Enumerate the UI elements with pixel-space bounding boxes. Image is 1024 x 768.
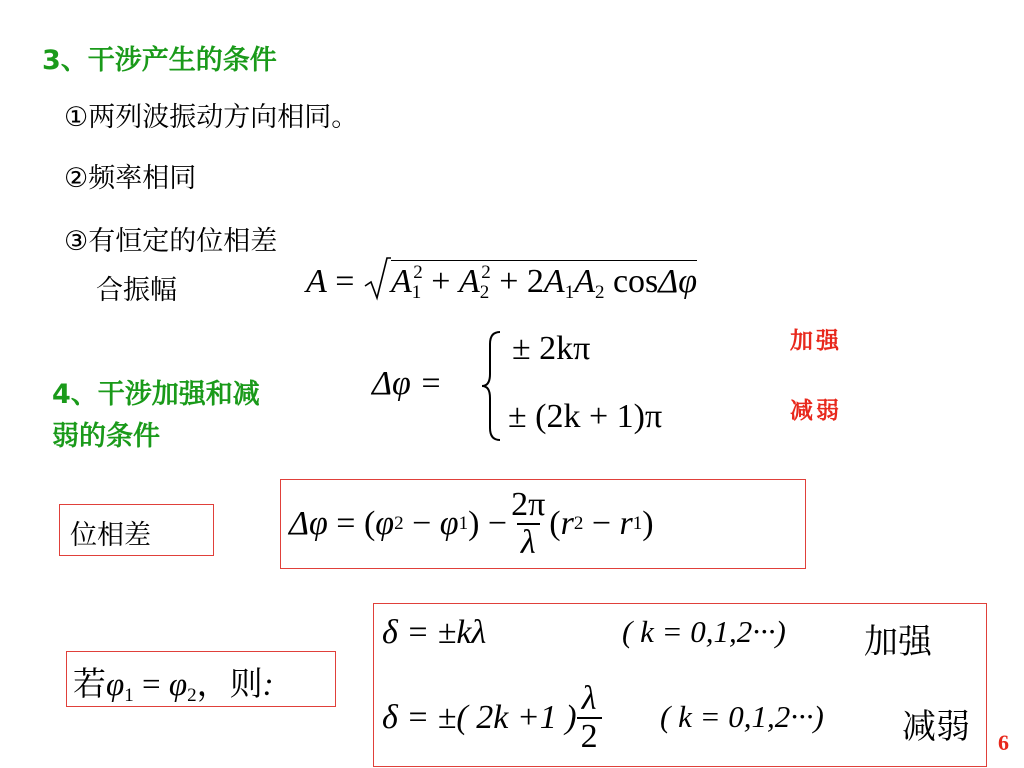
condition-text [73,658,274,707]
phase-diff-label-box [59,504,214,556]
delta-row1-note: 加强 [864,624,932,661]
amp-a2: A [458,263,480,300]
note-destructive: 减弱 [790,398,842,424]
pd-fraction [507,487,549,560]
pd-r1-sub: 1 [632,513,643,534]
pd-phi2-sub: 2 [394,513,404,534]
amp-c1-sub: 1 [564,282,575,303]
amp-plus1: + [431,263,451,300]
cond-phi2-sub: 2 [187,685,197,706]
amp-a1: A [390,263,412,300]
delta-row2-expr [382,676,602,760]
amp-a2-sub: 2 [479,282,490,303]
pd-r1: r [619,505,633,542]
phase-condition-lhs: Δφ = [372,365,443,402]
delta-row1-lhs: δ = ±kλ [382,614,487,651]
amp-c2-sub: 2 [594,282,605,303]
pd-lhs: Δφ [289,505,328,542]
sqrt-icon [363,256,391,302]
amp-a1-sup: 2 [413,262,423,283]
amp-plus2: + 2 [499,263,544,300]
pd-p-open: ( [549,505,561,542]
delta-row2-note: 减弱 [902,709,970,746]
cond-eq: = [142,667,161,703]
amp-a1-sub: 1 [411,282,422,303]
cond-phi1-sub: 1 [124,685,134,706]
pd-r2: r [560,505,574,542]
delta-row2-range: ( k = 0,1,2···) [660,699,824,734]
phase-diff-formula [289,484,654,564]
amp-lhs: A [306,263,327,300]
pd-minus1: − [412,505,432,542]
amplitude-label: 合振幅 [96,275,177,306]
amp-c1: A [543,263,565,300]
case-constructive: ± 2kπ [512,330,591,367]
delta-row2-lhs: δ = ±( 2k +1 ) [382,699,577,736]
amp-a2-sup: 2 [481,262,491,283]
path-diff-box [373,603,987,767]
delta-row2-den: 2 [577,717,602,755]
phase-diff-formula-box [280,479,806,569]
section3-title: 3、干涉产生的条件 [42,45,277,76]
delta-row2-num: λ [581,680,597,718]
phase-diff-label: 位相差 [70,520,151,551]
note-constructive: 加强 [790,328,842,354]
amplitude-formula [306,262,697,304]
cond-post: ，则 [196,667,263,703]
condition-item-1: ①两列波振动方向相同。 [64,102,359,133]
pd-eq: = [336,505,356,542]
pd-minus3: − [591,505,612,542]
pd-phi2: φ [375,505,395,542]
pd-open: ( [363,505,376,542]
pd-p-close: ) [642,505,654,542]
cond-colon: : [262,667,274,703]
delta-row2-fraction [577,681,602,754]
amp-eq: = [335,263,355,300]
cond-phi2: φ [168,667,188,703]
pd-close: ) [468,505,480,542]
case-destructive: ± (2k + 1)π [508,398,663,435]
pd-phi1: φ [439,505,459,542]
page-number: 6 [998,730,1009,755]
cond-phi1: φ [106,667,125,703]
pd-minus2: − [487,505,508,542]
sqrt-radical [363,262,697,304]
condition-box [66,651,336,707]
amp-cos: cos [612,263,659,300]
pd-r2-sub: 2 [573,513,584,534]
section4-title-line2: 弱的条件 [52,421,160,452]
condition-item-3: ③有恒定的位相差 [64,226,278,257]
condition-item-2: ②频率相同 [64,163,197,194]
pd-fraction-den: λ [517,523,540,561]
pd-fraction-num: 2π [511,486,546,524]
left-brace-icon [480,330,504,442]
amp-c2: A [574,263,595,300]
amp-dphi: Δφ [658,263,698,300]
delta-row1-range: ( k = 0,1,2···) [622,614,786,649]
pd-phi1-sub: 1 [458,513,469,534]
section4-title-line1: 4、干涉加强和减 [52,379,260,410]
cond-pre: 若 [73,667,106,703]
